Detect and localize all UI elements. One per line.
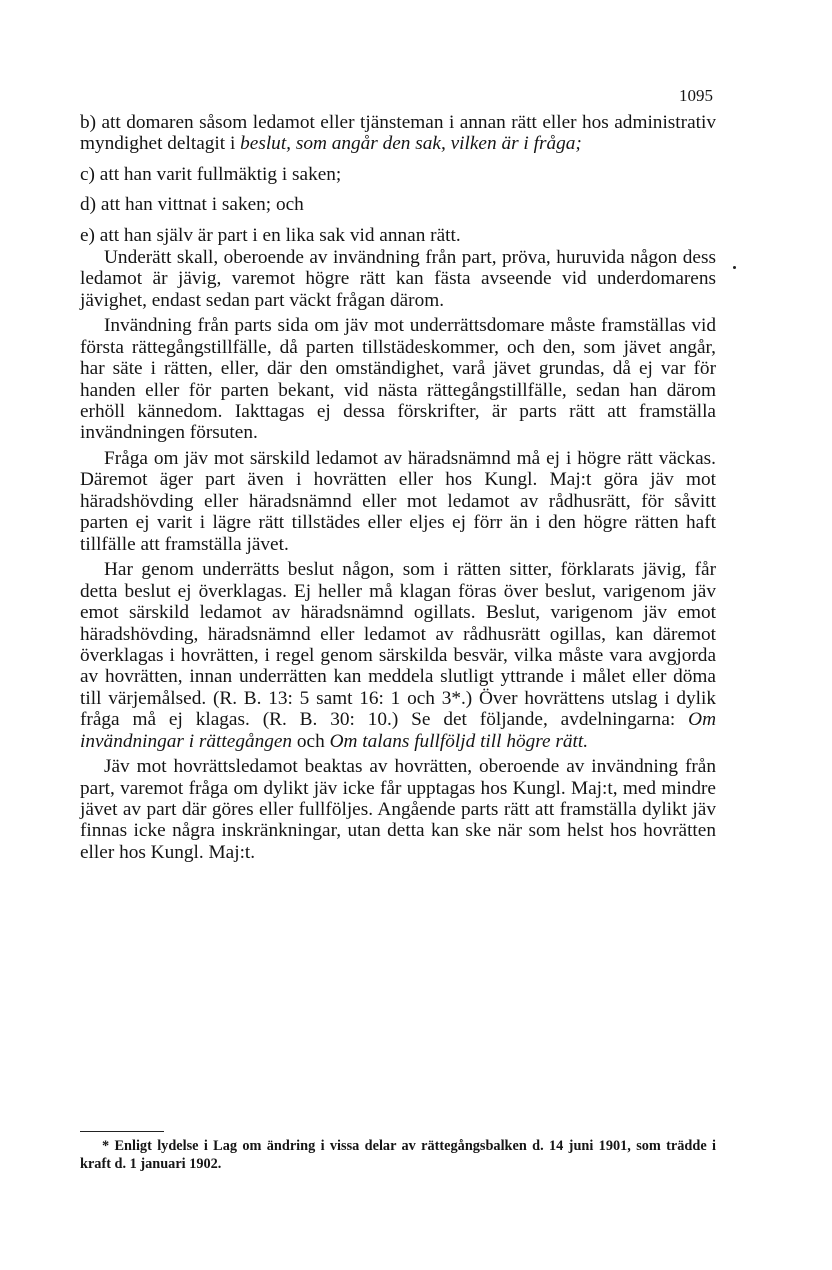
item-d: d) att han vittnat i saken; och (80, 194, 304, 216)
stray-mark (733, 266, 736, 269)
paragraph-haradsnamnd: Fråga om jäv mot särskild ledamot av häradsnämnd må ej i högre rätt väckas. Däremot äger part även i hovrätten eller hos Kungl. Maj:t göra jäv mot häradshövding eller häradsnämnd eller mot ledamot av rådhusrätt, för såvitt parten ej varit i lägre rätt tillstädes eller eljes ej förr än i den högre rätten haft tillfälle att framställa jävet. (80, 448, 716, 555)
paragraph-beslut-text: Har genom underrätts beslut någon, som i rätten sitter, förklarats jävig, får detta beslut ej överklagas. Ej heller må klagan föras över beslut, varigenom jäv emot särskild ledamot av häradsnämnd ogillats. Beslut, varigenom jäv emot häradshövding, häradsnämnd eller ledamot av rådhusrätt ogillas, kan däremot överklagas i hovrätten, i regel genom särskilda besvär, vilka måste vara avgjorda av hovrätten, innan underrätten kan meddela slutligt yttrande i målet eller döma till värjemålsed. (R. B. 13: 5 samt 16: 1 och 3*.) Över hovrättens utslag i dylik fråga må ej klagas. (R. B. 30: 10.) Se det följande, avdelningarna: (80, 559, 716, 731)
paragraph-beslut (80, 559, 716, 752)
item-b (80, 112, 716, 155)
item-c: c) att han varit fullmäktig i saken; (80, 163, 342, 185)
footnote-divider (80, 1131, 164, 1132)
paragraph-underratt: Underätt skall, oberoende av invändning från part, pröva, huruvida någon dess ledamot är jävig, varemot högre rätt kan fästa avseende vid underdomarens jävighet, endast sedan part väckt frågan därom. (80, 247, 716, 311)
paragraph-hovratt: Jäv mot hovrättsledamot beaktas av hovrätten, oberoende av invändning från part, varemot fråga om dylikt jäv icke får upptagas hos Kungl. Maj:t, med mindre jävet av part där göres eller fullföljes. Angående parts rätt att framställa dylikt jäv finnas icke några inskränkningar, utan detta kan ske när som helst hos hovrätten eller hos Kungl. Maj:t. (80, 756, 716, 863)
page-number: 1095 (679, 86, 713, 105)
item-b-emphasis: beslut, som angår den sak, vilken är i fråga; (240, 133, 582, 155)
footnote: * Enligt lydelse i Lag om ändring i vissa delar av rättegångsbalken d. 14 juni 1901, som trädde i kraft d. 1 januari 1902. (80, 1138, 716, 1172)
item-e: e) att han själv är part i en lika sak vid annan rätt. (80, 224, 461, 246)
paragraph-invandning: Invändning från parts sida om jäv mot underrättsdomare måste framställas vid första rättegångstillfälle, då parten tillstädeskommer, och den, som jävet angår, har säte i rätten, eller, där den omständighet, varå jävet grundas, då ej var för handen eller för parten bekant, vid nästa rättegångstillfälle, sedan han därom erhöll kännedom. Iakttagas ej dessa förskrifter, är parts rätt att framställa invändningen försuten. (80, 315, 716, 444)
reference-fullfoljd: Om talans fullföljd till högre rätt. (329, 730, 589, 752)
reference-invandningar: Om invändningar i rättegången (80, 709, 716, 752)
item-b-text: b) att domaren såsom ledamot eller tjänsteman i annan rätt eller hos administrativ myndighet deltagit i (80, 112, 716, 155)
reference-connector: och (292, 730, 330, 752)
document-page (80, 86, 716, 867)
